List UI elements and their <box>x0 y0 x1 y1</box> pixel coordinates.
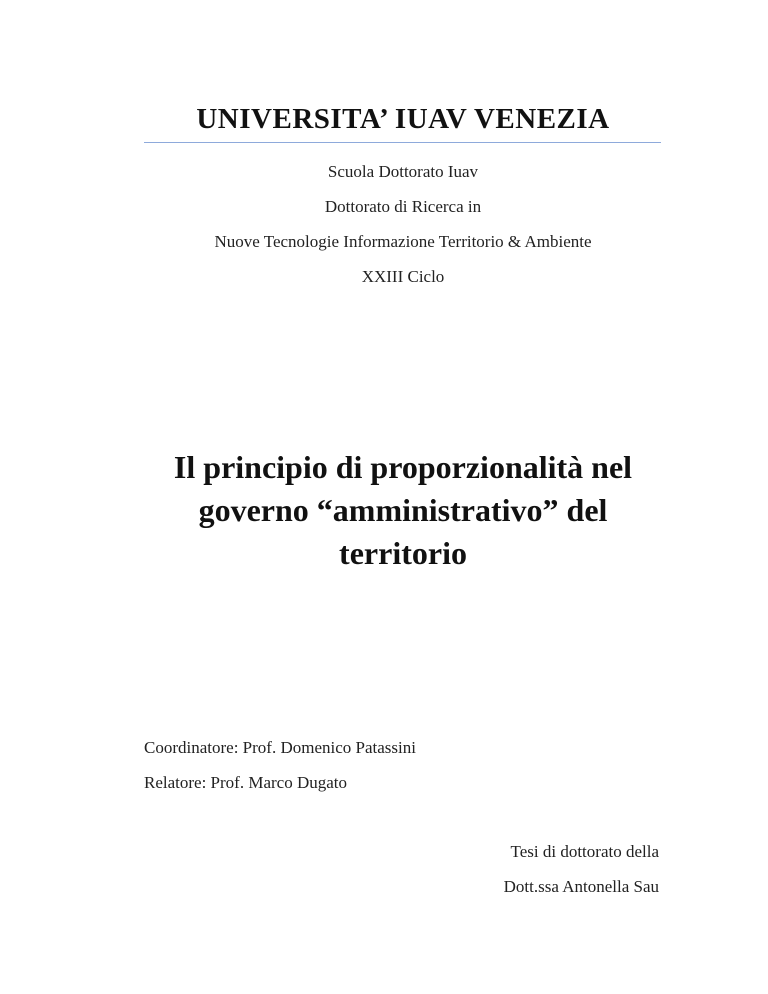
program-name: Dottorato di Ricerca in <box>324 197 482 216</box>
header-divider <box>144 142 661 143</box>
author-name: Dott.ssa Antonella Sau <box>503 877 659 896</box>
university-name: UNIVERSITA’ IUAV VENEZIA <box>196 103 610 135</box>
school-name: Scuola Dottorato Iuav <box>327 162 479 181</box>
thesis-descriptor: Tesi di dottorato della <box>510 842 659 861</box>
thesis-title-line-2: governo “amministrativo” del <box>198 492 608 528</box>
field-name: Nuove Tecnologie Informazione Territorio & Ambiente <box>214 232 592 251</box>
cycle-label: XXIII Ciclo <box>361 267 445 286</box>
thesis-title <box>100 446 706 575</box>
coordinator-line: Coordinatore: Prof. Domenico Patassini <box>144 738 416 757</box>
thesis-title-line-3: territorio <box>339 535 467 571</box>
advisor-line: Relatore: Prof. Marco Dugato <box>144 773 347 792</box>
thesis-title-line-1: Il principio di proporzionalità nel <box>173 449 633 485</box>
